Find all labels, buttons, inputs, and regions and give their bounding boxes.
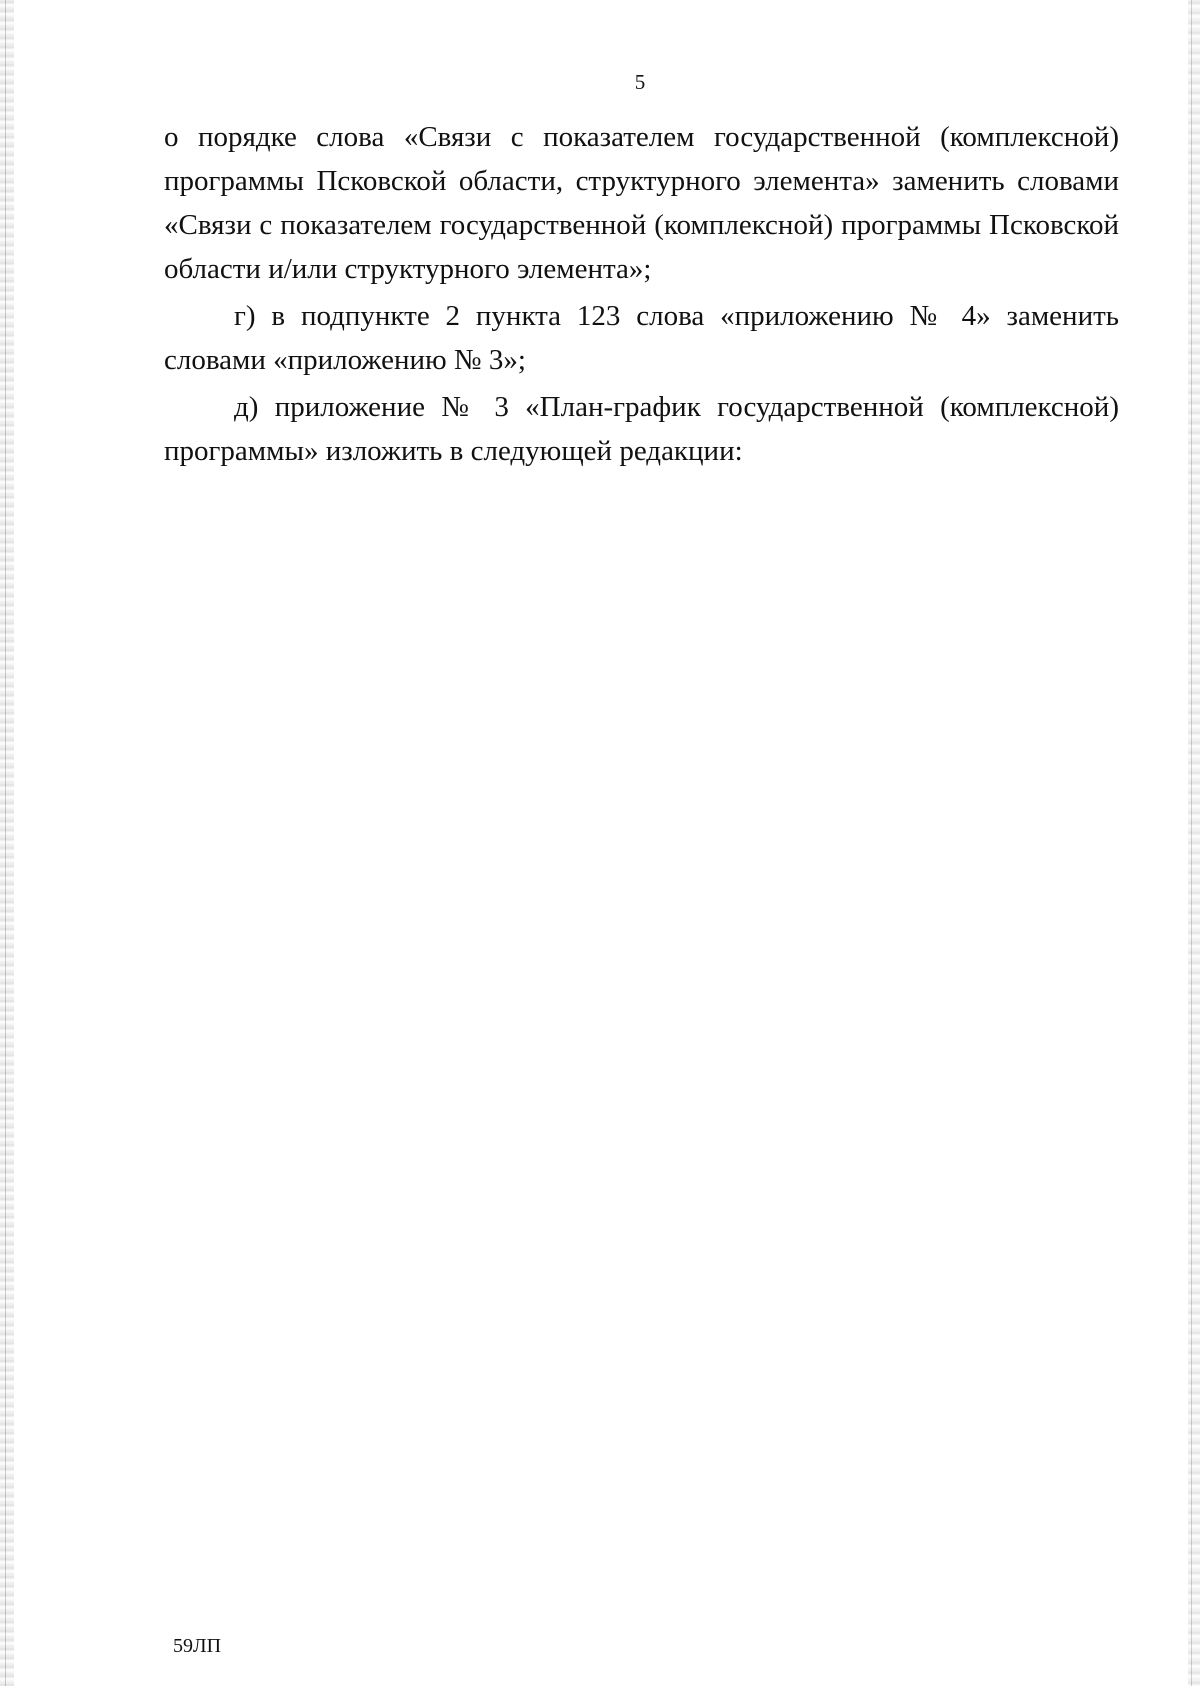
page-number: 5	[634, 70, 646, 94]
paragraph-item-g: г) в подпункте 2 пункта 123 слова «приложению № 4» заменить словами «приложению № 3»;	[164, 300, 1119, 376]
paragraph-continuation: о порядке слова «Связи с показателем государственной (комплексной) программы Псковской области, структурного элемента» заменить словами «Связи с показателем государственной (комплексной) программы Псковской области и/или структурного элемента»;	[164, 121, 1119, 285]
paragraph-item-d: д) приложение № 3 «План-график государственной (комплексной) программы» изложить в следующей редакции:	[164, 391, 1119, 467]
scan-edge-right	[1188, 0, 1200, 1686]
document-body	[164, 115, 1119, 473]
scan-edge-left	[0, 0, 14, 1686]
footer-document-code: 59ЛП	[173, 1635, 222, 1657]
